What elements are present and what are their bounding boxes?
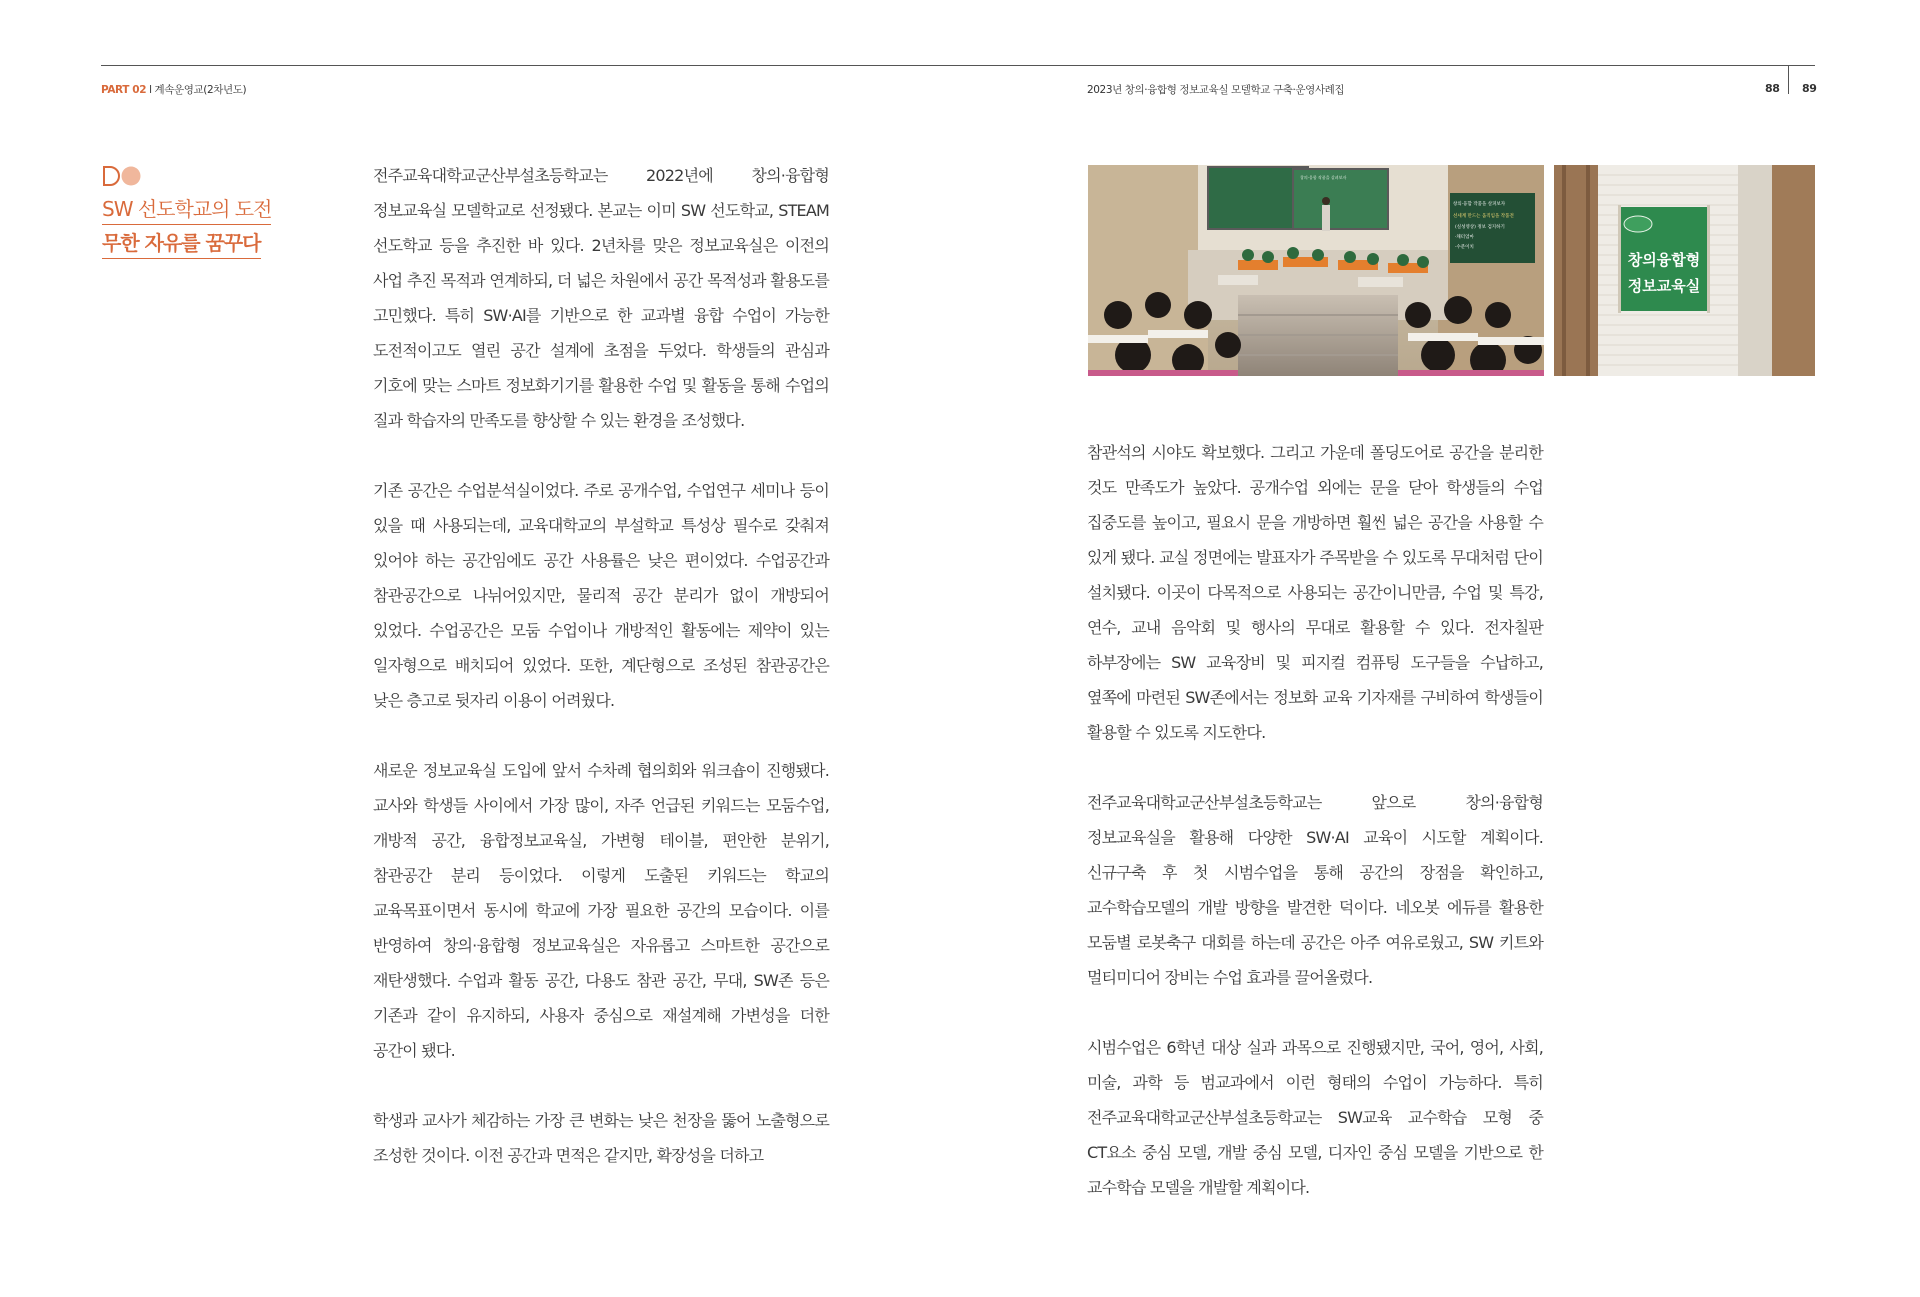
classroom-photo-illustration — [1088, 165, 1544, 376]
screen-line-3: ·채터엄마 — [1455, 235, 1474, 240]
paragraph: 학생과 교사가 체감하는 가장 큰 변화는 낮은 천장을 뚫어 노출형으로 조성한 것이다. 이전 공간과 면적은 같지만, 확장성을 더하고 — [373, 1111, 829, 1165]
section-title-line2: 무한 자유를 꿈꾸다 — [102, 231, 261, 259]
sign-line-2: 정보교육실 — [1627, 277, 1701, 295]
page-number-divider — [1788, 66, 1789, 94]
classroom-sign-photo — [1554, 165, 1815, 376]
book-title: 2023년 창의·융합형 정보교육실 모델학교 구축·운영사례집 — [1087, 84, 1345, 96]
school-emblem-icon — [1624, 216, 1652, 232]
teacher-figure — [1322, 197, 1330, 231]
paragraph: 전주교육대학교군산부설초등학교는 앞으로 창의·융합형 정보교육실을 활용해 다양한 SW·AI 교육이 시도할 계획이다. 신규구축 후 첫 시범수업을 통해 공간의 장점을 확인하고, 교수학습모델의 개발 방향을 발견한 덕이다. 네오봇 에듀를 활용한 모둠별 로봇축구 대회를 하는데 공간은 아주 여유로웠고, SW 키트와 멀티미디어 장비는 수업 효과를 끌어올렸다. — [1087, 793, 1543, 987]
page-number-left: 88 — [1765, 82, 1780, 95]
board-text: 창의·융합 작품을 살펴보자 — [1300, 175, 1347, 180]
paragraph: 참관석의 시야도 확보했다. 그리고 가운데 폴딩도어로 공간을 분리한 것도 만족도가 높았다. 공개수업 외에는 문을 닫아 학생들의 수업 집중도를 높이고, 필요시 문을 개방하면 훨씬 넓은 공간을 사용할 수 있게 됐다. 교실 정면에는 발표자가 주목받을 수 있도록 무대처럼 단이 설치됐다. 이곳이 다목적으로 사용되는 공간이니만큼, 수업 및 특강, 연수, 교내 음악회 및 행사의 무대로 활용할 수 있다. 전자칠판 하부장에는 SW 교육장비 및 피지컬 컴퓨팅 도구들을 수납하고, 옆쪽에 마련된 SW존에서는 정보화 교육 기자재를 구비하여 학생들이 활용할 수 있도록 지도한다. — [1087, 443, 1543, 742]
classroom-photo — [1088, 165, 1544, 376]
section-title-line1: SW 선도학교의 도전 — [102, 197, 271, 225]
page-number-right: 89 — [1802, 82, 1817, 95]
paragraph: 시범수업은 6학년 대상 실과 과목으로 진행됐지만, 국어, 영어, 사회, 미술, 과학 등 범교과에서 이런 형태의 수업이 가능하다. 특히 전주교육대학교군산부설초등학교는 SW교육 교수학습 모형 중 CT요소 중심 모델, 개발 중심 모델, 디자인 중심 모델을 기반으로 한 교수학습 모델을 개발할 계획이다. — [1087, 1038, 1543, 1197]
section-title — [102, 197, 302, 259]
part-label: PART 02 — [101, 84, 147, 96]
do-mark-icon — [102, 165, 142, 187]
paragraph: 기존 공간은 수업분석실이었다. 주로 공개수업, 수업연구 세미나 등이 있을 때 사용되는데, 교육대학교의 부설학교 특성상 필수로 갖춰져 있어야 하는 공간임에도 공간 사용률은 낮은 편이었다. 수업공간과 참관공간으로 나뉘어있지만, 물리적 공간 분리가 없이 개방되어 있었다. 수업공간은 모둠 수업이나 개방적인 활동에는 제약이 있는 일자형으로 배치되어 있었다. 또한, 계단형으로 조성된 참관공간은 낮은 층고로 뒷자리 이용이 어려웠다. — [373, 481, 829, 710]
sign-photo-illustration — [1554, 165, 1815, 376]
header-separator: l — [149, 84, 155, 96]
paragraph: 전주교육대학교군산부설초등학교는 2022년에 창의·융합형 정보교육실 모델학교로 선정됐다. 본교는 이미 SW 선도학교, STEAM 선도학교 등을 추진한 바 있다. 2년차를 맞은 정보교육실은 이전의 사업 추진 목적과 연계하되, 더 넓은 차원에서 공간 목적성과 활용도를 고민했다. 특히 SW·AI를 기반으로 한 교과별 융합 수업이 가능한 도전적이고도 열린 공간 설계에 초점을 두었다. 학생들의 관심과 기호에 맞는 스마트 정보화기기를 활용한 수업 및 활동을 통해 수업의 질과 학습자의 만족도를 향상할 수 있는 환경을 조성했다. — [373, 166, 829, 430]
screen-line-4: ·수분이치 — [1455, 245, 1474, 250]
running-header-left — [101, 82, 246, 97]
section-label: 계속운영교(2차년도) — [154, 84, 247, 96]
right-body-column — [1087, 435, 1543, 1240]
screen-line-2: (실성영상) 정보 검지하기 — [1455, 225, 1505, 230]
left-body-column — [373, 158, 829, 1208]
sign-line-1: 창의융합형 — [1627, 251, 1701, 269]
screen-title: 창의·융합 작품을 살펴보자 — [1453, 202, 1506, 207]
paragraph: 새로운 정보교육실 도입에 앞서 수차례 협의회와 워크숍이 진행됐다. 교사와 학생들 사이에서 가장 많이, 자주 언급된 키워드는 모둠수업, 개방적 공간, 융합정보교육실, 가변형 테이블, 편안한 분위기, 참관공간 분리 등이었다. 이렇게 도출된 키워드는 학교의 교육목표이면서 동시에 학교에 가장 필요한 공간의 모습이다. 이를 반영하여 창의·융합형 정보교육실은 자유롭고 스마트한 공간으로 재탄생했다. 수업과 활동 공간, 다용도 참관 공간, 무대, SW존 등은 기존과 같이 유지하되, 사용자 중심으로 재설계해 가변성을 더한 공간이 됐다. — [373, 761, 829, 1060]
header-rule — [101, 65, 1815, 66]
screen-line-1: 선세계 만드는 움직임을 작품전 — [1453, 214, 1514, 219]
